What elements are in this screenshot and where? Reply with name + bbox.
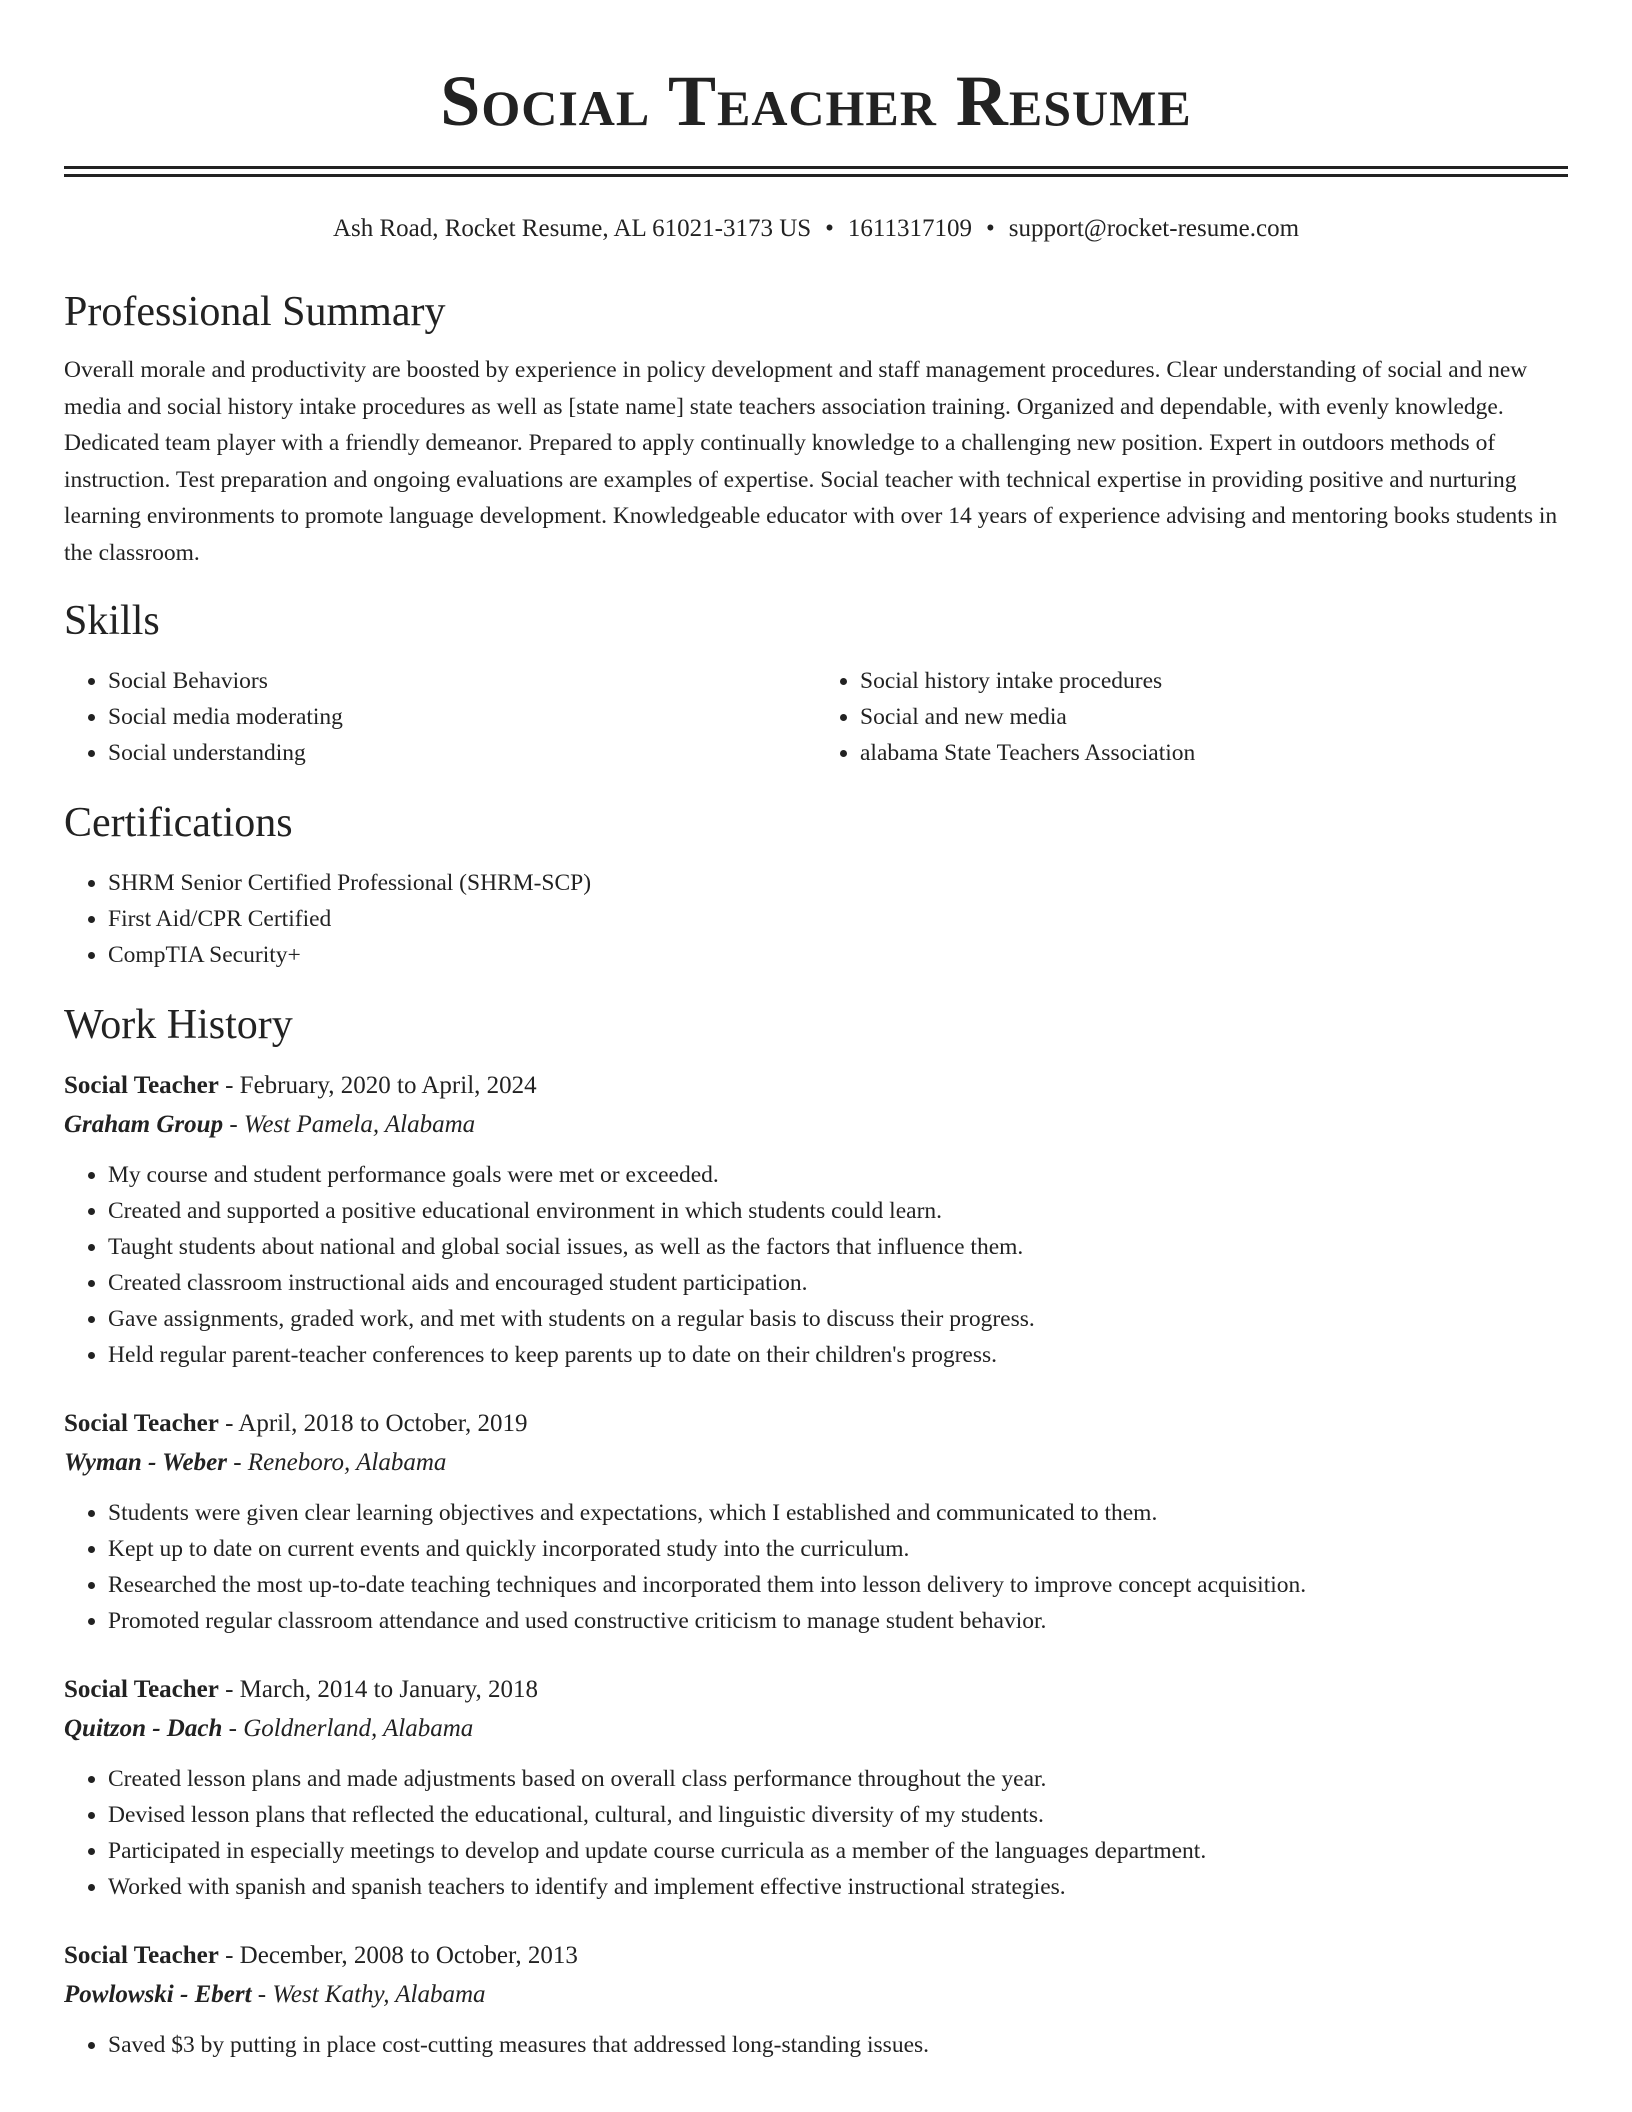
employer-name: Quitzon - Dach — [64, 1715, 223, 1742]
contact-phone: 1611317109 — [847, 215, 972, 242]
employer-location: - West Kathy, Alabama — [251, 1981, 486, 2008]
skills-columns — [64, 663, 1568, 771]
summary-text: Overall morale and productivity are boosted by experience in policy development and staff management procedures. Clear understanding of social and new media and social history intake procedures as well as [state name] state teachers association training. Organized and dependable, with evenly knowledge. Dedicated team player with a friendly demeanor. Prepared to apply continually knowledge to a challenging new position. Expert in outdoors methods of instruction. Test preparation and ongoing evaluations are examples of expertise. Social teacher with technical expertise in providing positive and nurturing learning environments to promote language development. Knowledgeable educator with over 14 years of experience advising and mentoring books students in the classroom. — [64, 357, 1558, 566]
work-history-heading: Work History — [64, 1002, 293, 1048]
job-title-line — [64, 1671, 1568, 1709]
employer-name: Wyman - Weber — [64, 1449, 227, 1476]
job-entry — [64, 1405, 1568, 1639]
job-bullet: • Promoted regular classroom attendance and used constructive criticism to manage student behavior. — [108, 1603, 1568, 1639]
skills-list-left — [64, 663, 816, 771]
certifications-list — [64, 865, 1568, 973]
job-bullet: • Researched the most up-to-date teaching techniques and incorporated them into lesson delivery to improve concept acquisition. — [108, 1567, 1568, 1603]
job-bullet: • Devised lesson plans that reflected the educational, cultural, and linguistic diversity of my students. — [108, 1797, 1568, 1833]
title-divider-bottom — [64, 174, 1568, 177]
contact-line — [64, 212, 1568, 246]
skill-item: • Social media moderating — [108, 699, 816, 735]
job-title-line — [64, 1067, 1568, 1105]
job-bullet: • Created classroom instructional aids and encouraged student participation. — [108, 1265, 1568, 1301]
job-bullet: • Held regular parent-teacher conferences to keep parents up to date on their children's progress. — [108, 1337, 1568, 1373]
title-divider-top — [64, 166, 1568, 169]
employer-line — [64, 1105, 1568, 1145]
certification-item: • First Aid/CPR Certified — [108, 901, 1568, 937]
job-title-line — [64, 1937, 1568, 1975]
resume-page — [64, 0, 1568, 2063]
job-dates: - April, 2018 to October, 2019 — [218, 1410, 528, 1437]
job-title: Social Teacher — [64, 1676, 219, 1703]
page-title: Social Teacher Resume — [440, 61, 1192, 141]
skills-list-right — [816, 663, 1568, 771]
job-bullets — [64, 2027, 1568, 2063]
job-bullets — [64, 1495, 1568, 1639]
contact-separator: • — [825, 215, 834, 242]
skill-item: • alabama State Teachers Association — [860, 735, 1568, 771]
job-bullet: • Kept up to date on current events and quickly incorporated study into the curriculum. — [108, 1531, 1568, 1567]
employer-location: - Goldnerland, Alabama — [222, 1715, 474, 1742]
certification-item: • SHRM Senior Certified Professional (SHRM-SCP) — [108, 865, 1568, 901]
certifications-section — [64, 797, 1568, 973]
job-title: Social Teacher — [64, 1942, 219, 1969]
employer-line — [64, 1975, 1568, 2015]
work-history-section — [64, 999, 1568, 2063]
skill-item: • Social and new media — [860, 699, 1568, 735]
employer-line — [64, 1443, 1568, 1483]
job-bullet: • Worked with spanish and spanish teachers to identify and implement effective instructional strategies. — [108, 1869, 1568, 1905]
skills-section — [64, 595, 1568, 771]
job-dates: - March, 2014 to January, 2018 — [218, 1676, 538, 1703]
summary-section — [64, 286, 1568, 571]
job-bullet: • Gave assignments, graded work, and met with students on a regular basis to discuss their progress. — [108, 1301, 1568, 1337]
job-title: Social Teacher — [64, 1072, 219, 1099]
job-bullet: • Students were given clear learning objectives and expectations, which I established and communicated to them. — [108, 1495, 1568, 1531]
job-bullet: • Created and supported a positive educational environment in which students could learn. — [108, 1193, 1568, 1229]
job-bullets — [64, 1761, 1568, 1905]
contact-address: Ash Road, Rocket Resume, AL 61021-3173 US — [332, 215, 812, 242]
employer-name: Powlowski - Ebert — [64, 1981, 252, 2008]
job-entry — [64, 1671, 1568, 1905]
skills-heading: Skills — [64, 598, 160, 644]
certification-item: • CompTIA Security+ — [108, 937, 1568, 973]
certifications-heading: Certifications — [64, 800, 293, 846]
job-bullet: • Taught students about national and global social issues, as well as the factors that influence them. — [108, 1229, 1568, 1265]
job-bullet: • Saved $3 by putting in place cost-cutting measures that addressed long-standing issues. — [108, 2027, 1568, 2063]
contact-email: support@rocket-resume.com — [1008, 215, 1300, 242]
employer-name: Graham Group — [64, 1111, 224, 1138]
skill-item: • Social history intake procedures — [860, 663, 1568, 699]
skill-item: • Social Behaviors — [108, 663, 816, 699]
job-bullet: • My course and student performance goals were met or exceeded. — [108, 1157, 1568, 1193]
job-dates: - December, 2008 to October, 2013 — [218, 1942, 578, 1969]
job-bullet: • Participated in especially meetings to develop and update course curricula as a member of the languages department. — [108, 1833, 1568, 1869]
job-title: Social Teacher — [64, 1410, 219, 1437]
skill-item: • Social understanding — [108, 735, 816, 771]
job-title-line — [64, 1405, 1568, 1443]
summary-heading: Professional Summary — [64, 289, 446, 335]
job-dates: - February, 2020 to April, 2024 — [218, 1072, 537, 1099]
employer-location: - West Pamela, Alabama — [223, 1111, 476, 1138]
job-bullet: • Created lesson plans and made adjustments based on overall class performance throughout the year. — [108, 1761, 1568, 1797]
job-entry — [64, 1937, 1568, 2063]
employer-location: - Reneboro, Alabama — [226, 1449, 447, 1476]
contact-separator: • — [986, 215, 995, 242]
job-bullets — [64, 1157, 1568, 1373]
employer-line — [64, 1709, 1568, 1749]
job-entry — [64, 1067, 1568, 1373]
